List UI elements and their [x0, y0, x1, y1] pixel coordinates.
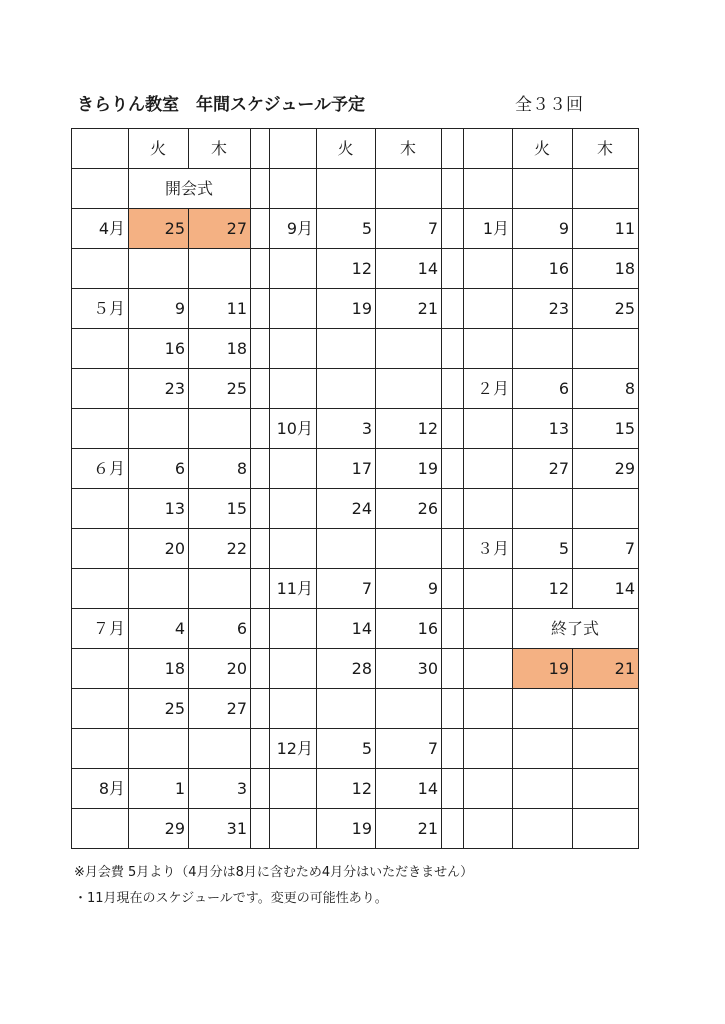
- table-row: [72, 449, 639, 489]
- month-cell: [72, 169, 129, 209]
- thursday-date: [376, 369, 442, 409]
- month-cell: [464, 409, 513, 449]
- month-cell: [464, 809, 513, 849]
- table-row: [72, 329, 639, 369]
- column-spacer: [442, 649, 464, 689]
- month-cell: [270, 689, 317, 729]
- month-cell: [464, 329, 513, 369]
- month-cell: [72, 489, 129, 529]
- tuesday-date: 20: [129, 529, 189, 569]
- month-cell: [270, 769, 317, 809]
- column-spacer: [442, 369, 464, 409]
- tuesday-date: 4: [129, 609, 189, 649]
- month-cell: [72, 809, 129, 849]
- tuesday-date: 5: [317, 729, 376, 769]
- month-cell: [464, 729, 513, 769]
- table-row: [72, 809, 639, 849]
- month-cell: [270, 649, 317, 689]
- table-row: [72, 649, 639, 689]
- tuesday-date: [513, 329, 573, 369]
- table-row: [72, 569, 639, 609]
- thursday-date: 11: [189, 289, 251, 329]
- month-cell: [270, 289, 317, 329]
- tuesday-date: [129, 249, 189, 289]
- tuesday-date: 16: [513, 249, 573, 289]
- thursday-date: [189, 729, 251, 769]
- tuesday-date: 13: [129, 489, 189, 529]
- weekday-header-thu: 木: [573, 129, 639, 169]
- table-row: [72, 249, 639, 289]
- thursday-date: 20: [189, 649, 251, 689]
- tuesday-date: [129, 729, 189, 769]
- month-cell: [270, 489, 317, 529]
- table-row: [72, 209, 639, 249]
- column-spacer: [251, 449, 270, 489]
- page-title: きらりん教室 年間スケジュール予定: [77, 95, 365, 115]
- thursday-date: [189, 249, 251, 289]
- month-cell: 8月: [72, 769, 129, 809]
- month-cell: [72, 249, 129, 289]
- thursday-date: 27: [189, 209, 251, 249]
- thursday-date: 12: [376, 409, 442, 449]
- date-cell: [376, 169, 442, 209]
- tuesday-date: 19: [513, 649, 573, 689]
- column-spacer: [251, 329, 270, 369]
- tuesday-date: 6: [513, 369, 573, 409]
- thursday-date: [376, 689, 442, 729]
- tuesday-date: [317, 369, 376, 409]
- month-cell: [464, 769, 513, 809]
- tuesday-date: 17: [317, 449, 376, 489]
- thursday-date: 8: [573, 369, 639, 409]
- month-cell: 11月: [270, 569, 317, 609]
- thursday-date: 22: [189, 529, 251, 569]
- thursday-date: 18: [573, 249, 639, 289]
- month-cell: [270, 529, 317, 569]
- thursday-date: 21: [573, 649, 639, 689]
- thursday-date: [376, 529, 442, 569]
- closing-ceremony-label: 終了式: [513, 609, 639, 649]
- column-spacer: [442, 329, 464, 369]
- column-spacer: [251, 489, 270, 529]
- table-row: [72, 609, 639, 649]
- month-cell: [464, 249, 513, 289]
- column-spacer: [251, 169, 270, 209]
- tuesday-date: [317, 529, 376, 569]
- column-spacer: [251, 529, 270, 569]
- tuesday-date: 9: [129, 289, 189, 329]
- month-cell: [72, 569, 129, 609]
- tuesday-date: 12: [513, 569, 573, 609]
- tuesday-date: [513, 769, 573, 809]
- ceremony-row: [72, 169, 639, 209]
- thursday-date: 31: [189, 809, 251, 849]
- tuesday-date: 7: [317, 569, 376, 609]
- tuesday-date: [513, 729, 573, 769]
- tuesday-date: 19: [317, 289, 376, 329]
- month-cell: 1月: [464, 209, 513, 249]
- table-row: [72, 769, 639, 809]
- thursday-date: 7: [573, 529, 639, 569]
- column-spacer: [251, 729, 270, 769]
- column-spacer: [251, 689, 270, 729]
- notes: [74, 860, 473, 912]
- column-spacer: [442, 169, 464, 209]
- total-sessions: 全３３回: [515, 95, 583, 115]
- thursday-date: 7: [376, 729, 442, 769]
- tuesday-date: 14: [317, 609, 376, 649]
- table-row: [72, 369, 639, 409]
- thursday-date: 21: [376, 809, 442, 849]
- date-cell: [317, 169, 376, 209]
- column-spacer: [251, 769, 270, 809]
- column-spacer: [442, 249, 464, 289]
- note-schedule: ・11月現在のスケジュールです。変更の可能性あり。: [74, 891, 388, 906]
- month-cell: [464, 569, 513, 609]
- month-cell: [72, 369, 129, 409]
- thursday-date: 18: [189, 329, 251, 369]
- column-spacer: [442, 129, 464, 169]
- thursday-date: 8: [189, 449, 251, 489]
- note-fee: ※月会費 5月より（4月分は8月に含むため4月分はいただきません）: [74, 865, 474, 880]
- tuesday-date: 29: [129, 809, 189, 849]
- tuesday-date: 25: [129, 689, 189, 729]
- thursday-date: 3: [189, 769, 251, 809]
- month-header: [72, 129, 129, 169]
- column-spacer: [251, 569, 270, 609]
- month-cell: [270, 249, 317, 289]
- month-cell: [72, 649, 129, 689]
- column-spacer: [251, 289, 270, 329]
- column-spacer: [442, 529, 464, 569]
- month-cell: [270, 329, 317, 369]
- month-cell: [464, 609, 513, 649]
- tuesday-date: [513, 809, 573, 849]
- column-spacer: [251, 249, 270, 289]
- column-spacer: [251, 409, 270, 449]
- month-cell: [270, 609, 317, 649]
- month-cell: [464, 289, 513, 329]
- month-cell: [270, 449, 317, 489]
- date-cell: [513, 169, 573, 209]
- month-cell: [464, 649, 513, 689]
- column-spacer: [251, 369, 270, 409]
- thursday-date: [573, 329, 639, 369]
- thursday-date: [573, 489, 639, 529]
- thursday-date: 25: [189, 369, 251, 409]
- month-cell: [270, 169, 317, 209]
- month-cell: [72, 529, 129, 569]
- tuesday-date: 13: [513, 409, 573, 449]
- thursday-date: 29: [573, 449, 639, 489]
- thursday-date: 16: [376, 609, 442, 649]
- column-spacer: [442, 729, 464, 769]
- column-spacer: [251, 209, 270, 249]
- month-cell: ２月: [464, 369, 513, 409]
- column-spacer: [251, 809, 270, 849]
- month-cell: [72, 689, 129, 729]
- thursday-date: 11: [573, 209, 639, 249]
- month-cell: [72, 329, 129, 369]
- column-spacer: [442, 769, 464, 809]
- tuesday-date: 6: [129, 449, 189, 489]
- month-cell: [72, 729, 129, 769]
- month-cell: 10月: [270, 409, 317, 449]
- month-cell: [464, 169, 513, 209]
- thursday-date: 25: [573, 289, 639, 329]
- thursday-date: 14: [376, 249, 442, 289]
- weekday-header-tue: 火: [129, 129, 189, 169]
- thursday-date: [573, 729, 639, 769]
- tuesday-date: [129, 569, 189, 609]
- header-row: [72, 129, 639, 169]
- column-spacer: [442, 209, 464, 249]
- tuesday-date: 1: [129, 769, 189, 809]
- month-cell: 9月: [270, 209, 317, 249]
- tuesday-date: 5: [513, 529, 573, 569]
- column-spacer: [251, 649, 270, 689]
- column-spacer: [442, 289, 464, 329]
- month-cell: [270, 369, 317, 409]
- tuesday-date: [129, 409, 189, 449]
- table-row: [72, 489, 639, 529]
- column-spacer: [442, 609, 464, 649]
- thursday-date: 6: [189, 609, 251, 649]
- thursday-date: [189, 569, 251, 609]
- table-row: [72, 289, 639, 329]
- month-cell: [270, 809, 317, 849]
- thursday-date: 7: [376, 209, 442, 249]
- tuesday-date: [513, 689, 573, 729]
- date-cell: [573, 169, 639, 209]
- tuesday-date: 18: [129, 649, 189, 689]
- column-spacer: [442, 409, 464, 449]
- tuesday-date: 24: [317, 489, 376, 529]
- month-header: [270, 129, 317, 169]
- tuesday-date: 12: [317, 769, 376, 809]
- column-spacer: [442, 569, 464, 609]
- thursday-date: [573, 769, 639, 809]
- thursday-date: 14: [573, 569, 639, 609]
- tuesday-date: 19: [317, 809, 376, 849]
- tuesday-date: 16: [129, 329, 189, 369]
- weekday-header-tue: 火: [513, 129, 573, 169]
- column-spacer: [442, 689, 464, 729]
- table-row: [72, 409, 639, 449]
- thursday-date: [189, 409, 251, 449]
- weekday-header-tue: 火: [317, 129, 376, 169]
- tuesday-date: 28: [317, 649, 376, 689]
- thursday-date: 21: [376, 289, 442, 329]
- thursday-date: 15: [189, 489, 251, 529]
- column-spacer: [442, 449, 464, 489]
- thursday-date: [573, 689, 639, 729]
- table-row: [72, 729, 639, 769]
- schedule-table: [71, 128, 639, 849]
- thursday-date: 30: [376, 649, 442, 689]
- column-spacer: [251, 129, 270, 169]
- thursday-date: 9: [376, 569, 442, 609]
- month-cell: ７月: [72, 609, 129, 649]
- column-spacer: [442, 489, 464, 529]
- weekday-header-thu: 木: [376, 129, 442, 169]
- thursday-date: 27: [189, 689, 251, 729]
- thursday-date: 14: [376, 769, 442, 809]
- tuesday-date: 27: [513, 449, 573, 489]
- tuesday-date: 12: [317, 249, 376, 289]
- column-spacer: [251, 609, 270, 649]
- weekday-header-thu: 木: [189, 129, 251, 169]
- month-cell: [464, 449, 513, 489]
- month-cell: [72, 409, 129, 449]
- tuesday-date: 9: [513, 209, 573, 249]
- tuesday-date: [317, 689, 376, 729]
- month-cell: [464, 489, 513, 529]
- tuesday-date: 25: [129, 209, 189, 249]
- month-cell: ３月: [464, 529, 513, 569]
- tuesday-date: 3: [317, 409, 376, 449]
- tuesday-date: 23: [513, 289, 573, 329]
- tuesday-date: [513, 489, 573, 529]
- table-row: [72, 689, 639, 729]
- month-cell: 4月: [72, 209, 129, 249]
- thursday-date: [376, 329, 442, 369]
- month-cell: [464, 689, 513, 729]
- tuesday-date: 5: [317, 209, 376, 249]
- thursday-date: [573, 809, 639, 849]
- month-cell: ５月: [72, 289, 129, 329]
- thursday-date: 26: [376, 489, 442, 529]
- month-header: [464, 129, 513, 169]
- thursday-date: 19: [376, 449, 442, 489]
- tuesday-date: [317, 329, 376, 369]
- table-row: [72, 529, 639, 569]
- opening-ceremony-label: 開会式: [129, 169, 251, 209]
- month-cell: 12月: [270, 729, 317, 769]
- thursday-date: 15: [573, 409, 639, 449]
- tuesday-date: 23: [129, 369, 189, 409]
- month-cell: ６月: [72, 449, 129, 489]
- column-spacer: [442, 809, 464, 849]
